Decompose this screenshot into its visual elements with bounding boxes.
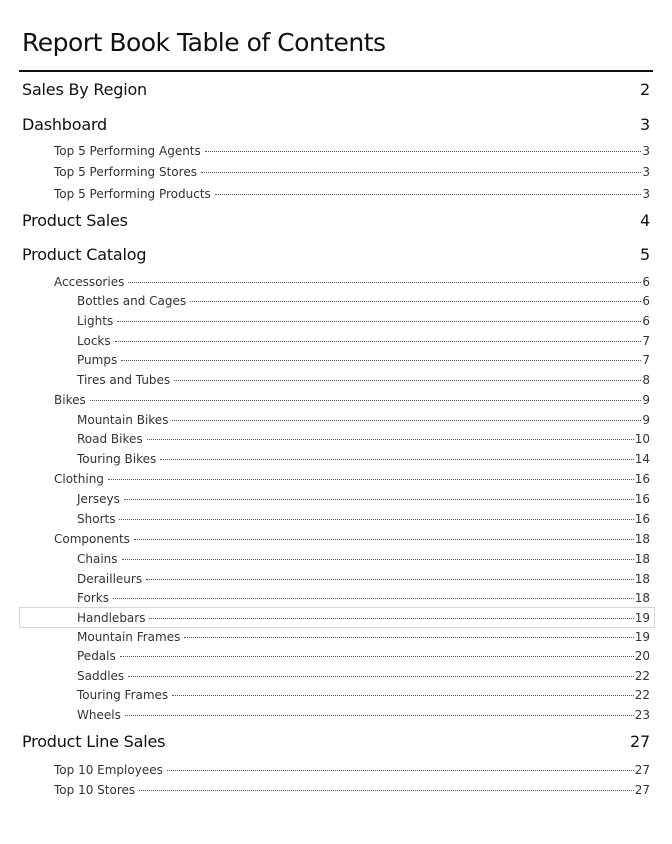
toc-entry-label: Saddles xyxy=(77,669,125,683)
dot-leader xyxy=(128,676,634,677)
dot-leader xyxy=(146,579,634,580)
toc-entry-page: 3 xyxy=(642,144,650,158)
toc-entry-label: Forks xyxy=(77,591,109,605)
toc-entry-label: Top 5 Performing Stores xyxy=(54,165,197,179)
toc-entry-bottles-and-cages[interactable] xyxy=(77,294,650,308)
dot-leader xyxy=(167,770,634,771)
toc-entry-page: 16 xyxy=(634,492,650,506)
dot-leader xyxy=(115,341,642,342)
dot-leader xyxy=(190,301,641,302)
toc-entry-label: Chains xyxy=(77,552,118,566)
toc-entry-label: Top 5 Performing Products xyxy=(54,187,211,201)
dot-leader xyxy=(201,172,641,173)
toc-entry-top-5-performing-products[interactable] xyxy=(54,187,650,201)
dot-leader xyxy=(124,499,634,500)
toc-entry-dashboard[interactable] xyxy=(22,115,650,134)
toc-entry-page: 14 xyxy=(634,452,650,466)
toc-entry-label: Top 10 Stores xyxy=(54,783,136,797)
toc-entry-label: Touring Frames xyxy=(77,688,169,702)
toc-entry-page: 27 xyxy=(634,763,650,777)
toc-entry-page: 23 xyxy=(634,708,650,722)
toc-entry-page: 16 xyxy=(634,472,650,486)
toc-entry-page: 19 xyxy=(634,630,650,644)
toc-entry-product-sales[interactable] xyxy=(22,211,650,230)
toc-entry-touring-frames[interactable] xyxy=(77,688,650,702)
toc-entry-touring-bikes[interactable] xyxy=(77,452,650,466)
toc-entry-jerseys[interactable] xyxy=(77,492,650,506)
toc-entry-page: 5 xyxy=(640,245,650,264)
dot-leader xyxy=(120,656,634,657)
toc-entry-page: 4 xyxy=(640,211,650,230)
dot-leader xyxy=(147,439,634,440)
toc-entry-clothing[interactable] xyxy=(54,472,650,486)
toc-entry-page: 9 xyxy=(642,413,650,427)
toc-entry-label: Components xyxy=(54,532,130,546)
toc-entry-derailleurs[interactable] xyxy=(77,572,650,586)
dot-leader xyxy=(121,360,641,361)
toc-entry-top-10-stores[interactable] xyxy=(54,783,650,797)
toc-entry-page: 18 xyxy=(634,552,650,566)
dot-leader xyxy=(122,559,634,560)
toc-entry-saddles[interactable] xyxy=(77,669,650,683)
toc-entry-label: Dashboard xyxy=(22,115,108,134)
toc-entry-mountain-bikes[interactable] xyxy=(77,413,650,427)
toc-entry-page: 3 xyxy=(642,187,650,201)
dot-leader xyxy=(149,618,633,619)
toc-entry-label: Product Sales xyxy=(22,211,128,230)
dot-leader xyxy=(215,194,642,195)
toc-entry-page: 9 xyxy=(642,393,650,407)
toc-entry-page: 20 xyxy=(634,649,650,663)
dot-leader xyxy=(205,151,642,152)
toc-entry-page: 27 xyxy=(630,732,650,751)
toc-entry-forks[interactable] xyxy=(77,591,650,605)
toc-entry-label: Clothing xyxy=(54,472,104,486)
toc-entry-page: 7 xyxy=(642,353,650,367)
toc-entry-page: 18 xyxy=(634,572,650,586)
toc-entry-components[interactable] xyxy=(54,532,650,546)
toc-entry-label: Bottles and Cages xyxy=(77,294,187,308)
toc-entry-pedals[interactable] xyxy=(77,649,650,663)
toc-entry-label: Mountain Frames xyxy=(77,630,181,644)
title-divider xyxy=(19,70,653,72)
toc-entry-label: Top 10 Employees xyxy=(54,763,163,777)
toc-entry-product-line-sales[interactable] xyxy=(22,732,650,751)
toc-entry-pumps[interactable] xyxy=(77,353,650,367)
toc-entry-label: Mountain Bikes xyxy=(77,413,169,427)
dot-leader xyxy=(117,321,641,322)
toc-entry-locks[interactable] xyxy=(77,334,650,348)
dot-leader xyxy=(184,637,633,638)
toc-entry-label: Lights xyxy=(77,314,114,328)
toc-entry-page: 6 xyxy=(642,275,650,289)
toc-entry-page: 6 xyxy=(642,314,650,328)
toc-entry-accessories[interactable] xyxy=(54,275,650,289)
dot-leader xyxy=(134,539,634,540)
toc-entry-page: 16 xyxy=(634,512,650,526)
toc-entry-label: Road Bikes xyxy=(77,432,143,446)
toc-entry-tires-and-tubes[interactable] xyxy=(77,373,650,387)
toc-entry-road-bikes[interactable] xyxy=(77,432,650,446)
toc-entry-shorts[interactable] xyxy=(77,512,650,526)
toc-entry-chains[interactable] xyxy=(77,552,650,566)
toc-entry-top-5-performing-agents[interactable] xyxy=(54,144,650,158)
toc-entry-bikes[interactable] xyxy=(54,393,650,407)
toc-entry-label: Product Catalog xyxy=(22,245,147,264)
toc-entry-label: Pumps xyxy=(77,353,118,367)
toc-entry-label: Top 5 Performing Agents xyxy=(54,144,201,158)
toc-entry-label: Tires and Tubes xyxy=(77,373,171,387)
toc-entry-page: 6 xyxy=(642,294,650,308)
toc-entry-page: 8 xyxy=(642,373,650,387)
toc-entry-wheels[interactable] xyxy=(77,708,650,722)
dot-leader xyxy=(128,282,641,283)
toc-entry-lights[interactable] xyxy=(77,314,650,328)
toc-entry-label: Jerseys xyxy=(77,492,120,506)
page-title: Report Book Table of Contents xyxy=(22,28,386,57)
toc-entry-handlebars[interactable] xyxy=(77,611,650,625)
toc-entry-page: 7 xyxy=(642,334,650,348)
toc-entry-top-10-employees[interactable] xyxy=(54,763,650,777)
toc-entry-label: Touring Bikes xyxy=(77,452,157,466)
toc-entry-page: 10 xyxy=(634,432,650,446)
dot-leader xyxy=(108,479,634,480)
dot-leader xyxy=(119,519,633,520)
toc-entry-top-5-performing-stores[interactable] xyxy=(54,165,650,179)
toc-entry-mountain-frames[interactable] xyxy=(77,630,650,644)
toc-entry-label: Bikes xyxy=(54,393,86,407)
dot-leader xyxy=(125,715,634,716)
toc-entry-label: Sales By Region xyxy=(22,80,147,99)
toc-entry-page: 18 xyxy=(634,532,650,546)
toc-entry-label: Product Line Sales xyxy=(22,732,166,751)
toc-entry-label: Wheels xyxy=(77,708,121,722)
dot-leader xyxy=(90,400,642,401)
toc-entry-label: Handlebars xyxy=(77,611,146,625)
toc-entry-label: Derailleurs xyxy=(77,572,143,586)
dot-leader xyxy=(160,459,633,460)
toc-entry-page: 19 xyxy=(634,611,650,625)
toc-entry-page: 18 xyxy=(634,591,650,605)
toc-entry-page: 2 xyxy=(640,80,650,99)
toc-entry-product-catalog[interactable] xyxy=(22,245,650,264)
toc-entry-page: 3 xyxy=(640,115,650,134)
toc-entry-label: Pedals xyxy=(77,649,116,663)
dot-leader xyxy=(172,420,641,421)
toc-entry-label: Shorts xyxy=(77,512,116,526)
toc-entry-sales-by-region[interactable] xyxy=(22,80,650,99)
toc-entry-page: 22 xyxy=(634,669,650,683)
toc-entry-label: Accessories xyxy=(54,275,125,289)
dot-leader xyxy=(139,790,634,791)
dot-leader xyxy=(174,380,641,381)
dot-leader xyxy=(172,695,634,696)
toc-entry-page: 27 xyxy=(634,783,650,797)
toc-entry-page: 3 xyxy=(642,165,650,179)
dot-leader xyxy=(113,598,634,599)
toc-entry-label: Locks xyxy=(77,334,111,348)
toc-entry-page: 22 xyxy=(634,688,650,702)
